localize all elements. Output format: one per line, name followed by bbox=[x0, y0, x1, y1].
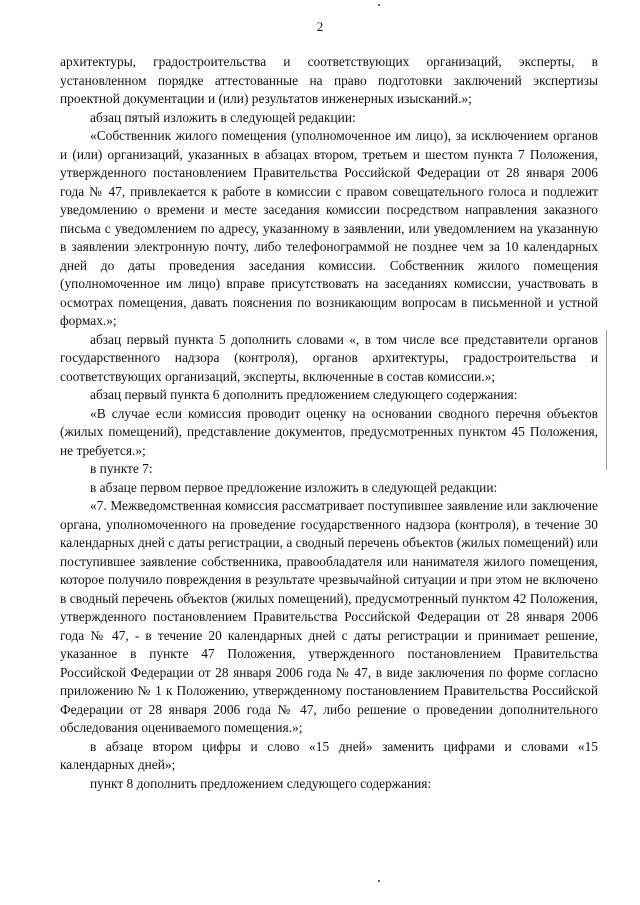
paragraph-11: пункт 8 дополнить предложением следующего содержания: bbox=[90, 775, 432, 791]
scan-margin-line bbox=[606, 330, 607, 470]
paragraph-8: в абзаце первом первое предложение изложить в следующей редакции: bbox=[90, 479, 498, 495]
paragraph-2: абзац пятый изложить в следующей редакции: bbox=[90, 109, 356, 125]
paragraph-9: «7. Межведомственная комиссия рассматривает поступившее заявление или заключение органа, уполномоченного на проведение государственного надзора (контроля), в течение 30 календарных дней с даты регистрации, а сводный перечень объектов (жилых помещений) или поступившее заявление собственника, правообладателя или нанимателя жилого помещения, которое получило повреждения в результате чрезвычайной ситуации и при этом не включено в сводный перечень объектов (жилых помещений), предусмотренный пунктом 42 Положения, утвержденного постановлением Правительства Российской Федерации от 28 января 2006 года № 47, - в течение 20 календарных дней с даты регистрации и принимает решение, указанное в пункте 47 Положения, утвержденного постановлением Правительства Российской Федерации от 28 января 2006 года № 47, в виде заключения по форме согласно приложению № 1 к Положению, утвержденному постановлением Правительства Российской Федерации от 28 января 2006 года № 47, либо решение о проведении дополнительного обследования оцениваемого помещения.»; bbox=[60, 498, 598, 735]
scan-speck bbox=[378, 4, 380, 6]
paragraph-1: архитектуры, градостроительства и соответствующих организаций, эксперты, в установленном порядке аттестованные на право подготовки заключений экспертизы проектной документации и (или) результатов инженерных изысканий.»; bbox=[60, 54, 598, 106]
paragraph-5: абзац первый пункта 6 дополнить предложением следующего содержания: bbox=[90, 387, 518, 402]
paragraph-6: «В случае если комиссия проводит оценку на основании сводного перечня объектов (жилых помещений), представление документов, предусмотренных пунктом 45 Положения, не требуется.»; bbox=[60, 405, 598, 458]
paragraph-7: в пункте 7: bbox=[90, 461, 153, 476]
document-body bbox=[60, 53, 598, 793]
paragraph-4: абзац первый пункта 5 дополнить словами «, в том числе все представители органов государственного надзора (контроля), органов архитектуры, градостроительства и соответствующих организаций, эксперты, включенные в состав комиссии.»; bbox=[60, 331, 598, 384]
paragraph-10: в абзаце втором цифры и слово «15 дней» заменить цифрами и словами «15 календарных дней»; bbox=[60, 738, 598, 772]
scan-speck bbox=[378, 880, 380, 882]
page-number: 2 bbox=[316, 19, 324, 34]
paragraph-3: «Собственник жилого помещения (уполномоченное им лицо), за исключением органов и (или) организаций, указанных в абзацах втором, третьем и шестом пункта 7 Положения, утвержденного постановлением Правительства Российской Федерации от 28 января 2006 года № 47, привлекается к работе в комиссии с правом совещательного голоса и подлежит уведомлению о времени и месте заседания комиссии посредством направления заказного письма с уведомлением по адресу, указанному в заявлении, или уведомлением на указанную в заявлении электронную почту, либо телефонограммой не позднее чем за 10 календарных дней до даты проведения заседания комиссии. Собственник жилого помещения (уполномоченное им лицо) вправе присутствовать на заседаниях комиссии, участвовать в осмотрах помещения, давать пояснения по возникающим вопросам в письменной и устной формах.»; bbox=[60, 128, 598, 328]
